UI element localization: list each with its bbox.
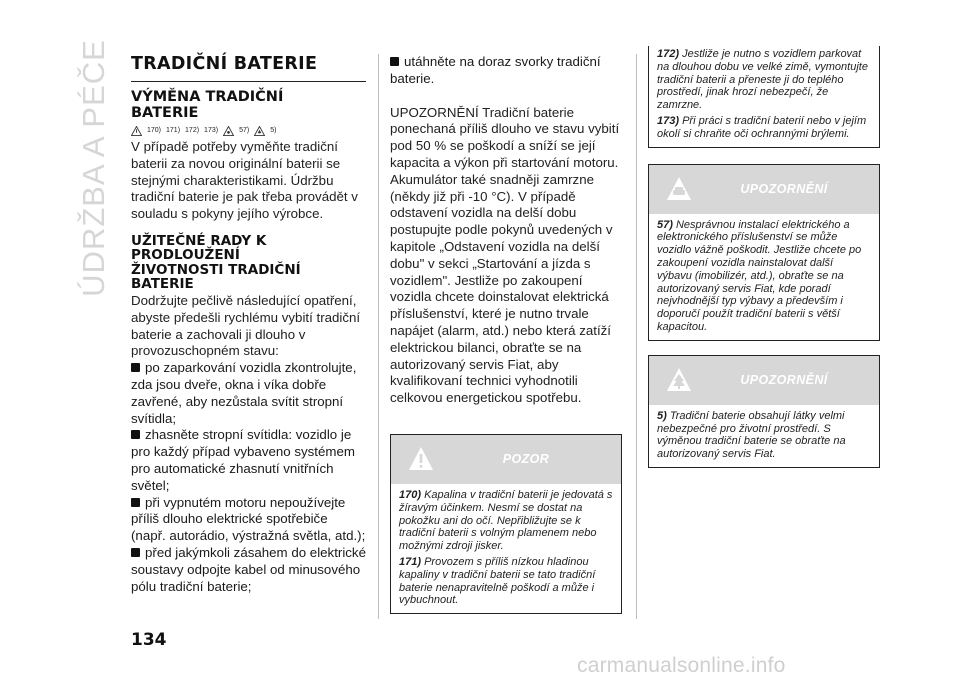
list-item: při vypnutém motoru nepoužívejte příliš dlouho elektrické spotřebiče (např. autorádio, výstražná světla, atd.); [131,494,366,544]
section-heading-replacement: VÝMĚNA TRADIČNÍ BATERIE [131,89,284,121]
section-heading-tips: UŽITEČNÉ RADY K PRODLOUŽENÍ ŽIVOTNOSTI TRADIČNÍ BATERIE [131,232,301,293]
bullet-square-icon [131,498,140,507]
warning-paragraph: UPOZORNĚNÍ Tradiční baterie ponechaná příliš dlouho ve stavu vybití pod 50 % se poškodí a sníží se její kapacita a výkon při startování motoru. Akumulátor také snadněji zamrzne (někdy již při -10 °C). V případě odstavení vozidla na delší dobu postupujte podle pokynů uvedených v kapitole „Odstavení vozidla na delší dobu" v sekci „Startování a jízda s vozidlem". Jestliže po zakoupení vozidla chcete doinstalovat elektrická příslušenství, které je nutno trvale napájet (alarm, atd.) nebo která zatíží elektrickou bilanci, obraťte se na autorizovaný servis Fiat, aby kvalifikovaní technici vyhodnotili celkovou energetickou spotřebu. [390,104,620,406]
ref-171: 171) [166,127,181,134]
bullet-square-icon [131,430,140,439]
pozor-box-header [391,435,621,484]
upozorneni-item: 57) Nesprávnou instalací elektrického a elektronického příslušenství se může vozidlo vážně poškodit. Jestliže chcete po zakoupení vozidla nainstalovat další výbavu (imobilizér, atd.), obraťte se na autorizovaný servis Fiat, kde poradí nejvhodnější typ výbavy a především i doporučí použít tradiční baterii s větší kapacitou. [657,218,862,333]
ref-173: 173) [204,127,219,134]
page-title: TRADIČNÍ BATERIE [131,54,318,74]
bullet-square-icon [131,548,140,557]
list-item: před jakýmkoli zásahem do elektrické soustavy odpojte kabel od minusového pólu tradiční baterie; [131,544,366,594]
upozorneni-box [648,164,880,341]
caution-triangle-icon [223,126,234,136]
ref-5: 5) [270,127,277,134]
environment-box [648,355,880,468]
upozorneni-box-title: UPOZORNĚNÍ [740,181,828,196]
list-item: utáhněte na doraz svorky tradiční baterie. [390,54,601,86]
section-side-title: ÚDRŽBA A PÉČE [76,39,111,297]
pozor-box [390,434,622,614]
column-middle [390,54,622,614]
pozor-item: 171) Provozem s příliš nízkou hladinou kapaliny v tradiční baterii se tato tradiční baterie nenapravitelně poškodí a může i vybuchnout. [399,555,596,607]
list-item: po zaparkování vozidla zkontrolujte, zda jsou dveře, okna i víka dobře zavřené, aby nezůstala svítit stropní svítidla; [131,360,357,426]
column-divider [636,54,637,619]
pozor-item: 170) Kapalina v tradiční baterii je jedovatá s žíravým účinkem. Nesmí se dostat na pokožku ani do očí. Nepřibližujte se k tradiční baterii s volným plamenem nebo možnými zdroji jisker. [399,488,613,553]
upozorneni-box-header [649,165,879,214]
reference-list [131,125,366,137]
environment-icon [254,126,265,136]
list-item: zhasněte stropní svítidla: vozidlo je pro každý případ vybaveno systémem pro automatické zhasnutí vnitřních světel; [131,427,355,493]
column-left [131,55,366,595]
column-right [648,46,880,468]
bullet-square-icon [390,57,399,66]
pozor-item: 173) Při práci s tradiční baterií nebo v jejím okolí si chraňte oči ochrannými brýlemi. [657,114,867,140]
ref-170: 170) [147,127,162,134]
pozor-continued-body [649,46,879,147]
warning-triangle-icon [131,126,142,136]
tips-intro: Dodržujte pečlivě následující opatření, abyste předešli rychlému vybití tradiční baterie a zachovali ji dlouho v provozuschopném stavu: [131,292,361,359]
page-number: 134 [131,630,167,650]
watermark: carmanualsonline.info [577,654,786,677]
ref-172: 172) [185,127,200,134]
pozor-item: 172) Jestliže je nutno s vozidlem parkovat na dlouhou dobu ve velké zimě, vymontujte tradiční baterii a přeneste ji do teplého prostředí, jinak hrozí nebezpečí, že zamrzne. [657,48,868,112]
column-divider [378,54,379,619]
environment-box-header [649,356,879,405]
replacement-paragraph: V případě potřeby vyměňte tradiční baterii za novou originální baterii se stejnými charakteristikami. Údržbu tradiční baterie je pak třeba provádět v souladu s pokyny jejího výrobce. [131,139,358,222]
title-rule [131,81,366,82]
environment-box-body [649,405,879,467]
pozor-box-continued [648,46,880,148]
pozor-box-title: POZOR [502,451,550,466]
pozor-box-body [391,484,621,613]
upozorneni-box-body [649,214,879,340]
environment-box-title: UPOZORNĚNÍ [740,372,828,387]
ref-57: 57) [239,127,250,134]
environment-item: 5) Tradiční baterie obsahují látky velmi nebezpečné pro životní prostředí. S výměnou tradiční baterie se obraťte na autorizovaný servis Fiat. [657,409,846,461]
bullet-square-icon [131,363,140,372]
